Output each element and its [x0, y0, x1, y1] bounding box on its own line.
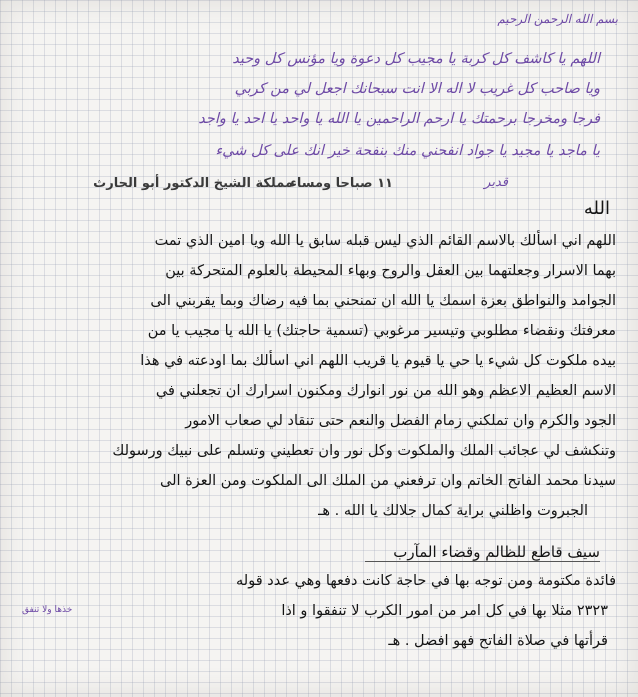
main-prayer-line: اللهم اني اسألك بالاسم القائم الذي ليس قبله سابق يا الله ويا امين الذي تمت	[154, 233, 616, 249]
owner-stamp: مملكة الشيخ الدكتور أبو الحارث	[93, 176, 293, 191]
section-line: ٢٣٢٣ مثلا بها في كل امر من امور الكرب لا تنفقوا و اذا	[281, 603, 608, 619]
main-prayer-line: وتنكشف لي عجائب الملك والملكوت وكل نور وان تعطيني وتسلم على نبيك ورسولك	[112, 443, 616, 459]
top-prayer-line: فرجا ومخرجا برحمتك يا ارحم الراحمين يا الله يا واحد يا احد يا واجد	[198, 111, 600, 127]
main-prayer-line: الجوامد والنواطق بعزة اسمك يا الله ان تمنحني بما فيه رضاك وبما يقربني الى	[150, 293, 616, 309]
section-line: فائدة مكتومة ومن توجه بها في حاجة كانت دفعها وهي عدد قوله	[236, 573, 616, 589]
top-prayer-line: اللهم يا كاشف كل كربة يا مجيب كل دعوة ويا مؤنس كل وحيد	[232, 51, 600, 67]
title-underline	[365, 561, 600, 562]
main-prayer-line: معرفتك ونقضاء مطلوبي وتيسير مرغوبي (تسمية حاجتك) يا الله يا مجيب يا من	[147, 323, 616, 339]
times-stamp: ١١ صباحا ومساء	[290, 176, 393, 191]
section-title: سيف قاطع للظالم وقضاء المآرب	[393, 543, 600, 561]
main-prayer-line: سيدنا محمد الفاتح الخاتم وان ترفعني من الملك الى الملكوت ومن العزة الى	[160, 473, 616, 489]
main-prayer-line: بهما الاسرار وجعلتهما بين العقل والروح وبهاء المحيطة بالعلوم المتحركة بين	[165, 263, 616, 279]
top-prayer-line: يا ماجد يا مجيد يا جواد انفحني منك بنفحة خير انك على كل شيء	[215, 143, 600, 159]
main-prayer-line: بيده ملكوت كل شيء يا حي يا قيوم يا قريب اللهم اني اسألك بما اودعته في هذا	[140, 353, 616, 369]
basmala-heading: بسم الله الرحمن الرحيم	[497, 12, 618, 26]
main-prayer-line: الاسم العظيم الاعظم وهو الله من نور انوارك ومكنون اسرارك ان تجعلني في	[155, 383, 616, 399]
main-prayer-line: الجبروت واظلني براية كمال جلالك يا الله . هـ	[318, 503, 588, 519]
margin-note: خذها ولا تنفق	[22, 605, 73, 615]
top-prayer-line: قدير	[484, 175, 508, 190]
section-line: قرأتها في صلاة الفاتح فهو افضل . هـ	[388, 633, 608, 649]
top-prayer-line: ويا صاحب كل غريب لا اله الا انت سبحانك اجعل لي من كربي	[234, 81, 600, 97]
main-prayer-line: الجود والكرم وان تملكني زمام الفضل والنعم حتى تنقاد لي صعاب الامور	[185, 413, 616, 429]
allah-heading: الله	[583, 198, 610, 219]
